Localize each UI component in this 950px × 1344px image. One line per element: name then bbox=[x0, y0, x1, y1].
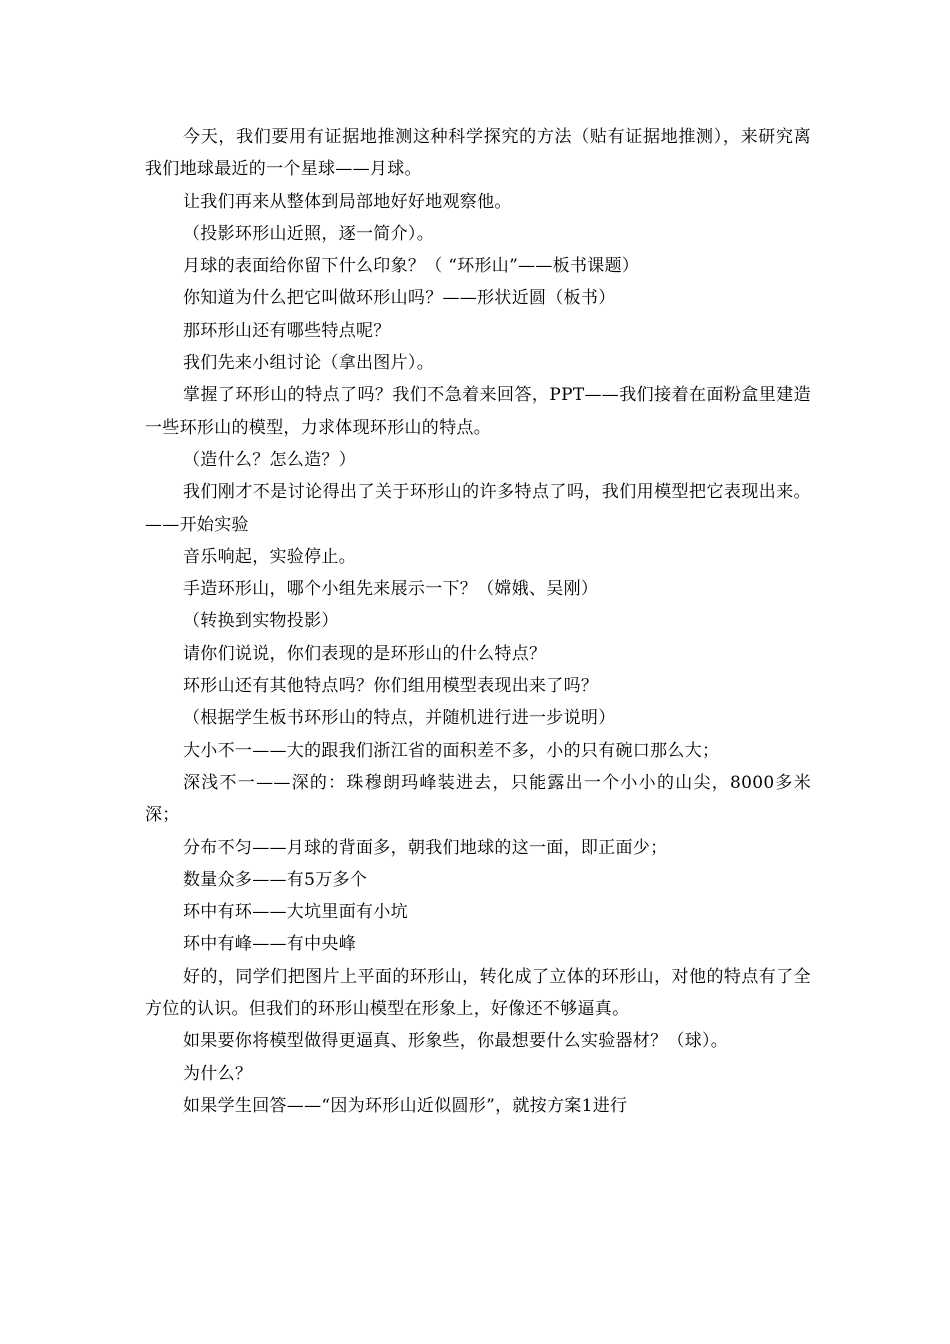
paragraph: 我们刚才不是讨论得出了关于环形山的许多特点了吗，我们用模型把它表现出来。——开始实验 bbox=[145, 482, 811, 535]
paragraph: 音乐响起，实验停止。 bbox=[183, 546, 356, 567]
paragraph: 环形山还有其他特点吗？你们组用模型表现出来了吗？ bbox=[183, 676, 599, 697]
paragraph: （根据学生板书环形山的特点，并随机进行进一步说明） bbox=[183, 708, 616, 729]
paragraph: 环中有峰——有中央峰 bbox=[183, 934, 356, 955]
paragraph: 我们先来小组讨论（拿出图片）。 bbox=[183, 353, 434, 374]
paragraph: 深浅不一——深的：珠穆朗玛峰装进去，只能露出一个小小的山尖，8000多米深； bbox=[145, 772, 811, 826]
paragraph: 那环形山还有哪些特点呢？ bbox=[183, 320, 391, 341]
paragraph: 好的，同学们把图片上平面的环形山，转化成了立体的环形山，对他的特点有了全方位的认识。但我们的环形山模型在形象上，好像还不够逼真。 bbox=[145, 966, 811, 1020]
paragraph: 数量众多——有5万多个 bbox=[183, 869, 368, 890]
paragraph: 月球的表面给你留下什么印象？（ “环形山”——板书课题） bbox=[183, 256, 640, 277]
paragraph: 你知道为什么把它叫做环形山吗？——形状近圆（板书） bbox=[183, 288, 616, 309]
paragraph: 今天，我们要用有证据地推测这种科学探究的方法（贴有证据地推测），来研究离我们地球最近的一个星球——月球。 bbox=[145, 127, 811, 180]
paragraph: （投影环形山近照，逐一简介）。 bbox=[183, 223, 434, 244]
paragraph: （造什么？怎么造？） bbox=[183, 449, 356, 470]
paragraph: 如果学生回答——“因为环形山近似圆形”，就按方案1进行 bbox=[183, 1095, 628, 1116]
paragraph: 大小不一——大的跟我们浙江省的面积差不多，小的只有碗口那么大； bbox=[183, 740, 720, 761]
paragraph: （转换到实物投影） bbox=[183, 611, 339, 632]
paragraph: 请你们说说，你们表现的是环形山的什么特点？ bbox=[183, 643, 547, 664]
document-body bbox=[145, 121, 811, 1122]
paragraph: 为什么？ bbox=[183, 1063, 253, 1084]
paragraph: 如果要你将模型做得更逼真、形象些，你最想要什么实验器材？（球）。 bbox=[183, 1031, 729, 1052]
paragraph: 环中有环——大坑里面有小坑 bbox=[183, 902, 408, 923]
paragraph: 让我们再来从整体到局部地好好地观察他。 bbox=[183, 191, 512, 212]
paragraph: 手造环形山，哪个小组先来展示一下？（嫦娥、吴刚） bbox=[183, 579, 599, 600]
paragraph: 掌握了环形山的特点了吗？我们不急着来回答，PPT——我们接着在面粉盒里建造一些环形山的模型，力求体现环形山的特点。 bbox=[145, 385, 811, 438]
paragraph: 分布不匀——月球的背面多，朝我们地球的这一面，即正面少； bbox=[183, 837, 668, 858]
